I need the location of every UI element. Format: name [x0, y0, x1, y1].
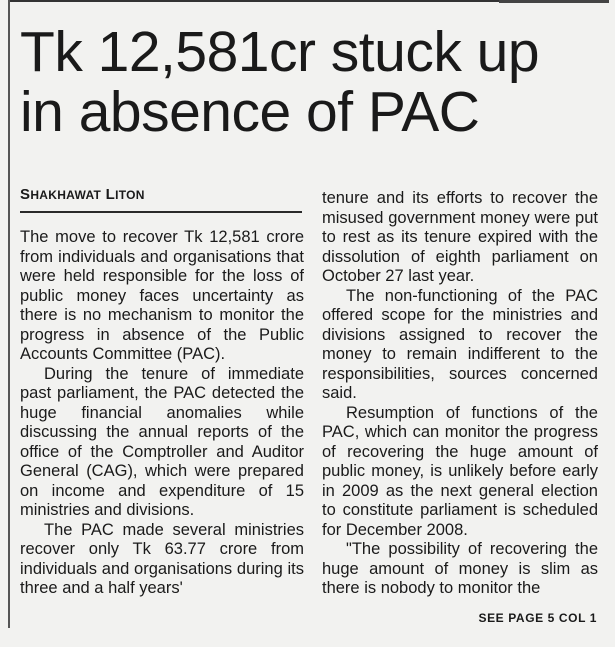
headline-line-1: Tk 12,581cr stuck up: [20, 20, 540, 84]
top-right-rule: [499, 0, 609, 3]
byline-first-initial: S: [20, 186, 31, 203]
paragraph-lead: The move to recover Tk 12,581 crore from individuals and organisations that were held responsible for the loss of public money faces uncertainty as there is no mechanism to monitor the progress in absence of the Public Accounts Committee (PAC).: [20, 228, 304, 363]
paragraph: Resumption of functions of the PAC, which can monitor the progress of recovering the huge amount of public money, is unlikely before early in 2009 as the next general election to constitute parliament is scheduled for December 2008.: [322, 403, 598, 539]
byline-first-rest: HAKHAWAT: [30, 188, 102, 202]
byline-last-initial: L: [105, 186, 116, 203]
article-column-left: [20, 228, 304, 599]
paragraph-continued: tenure and its efforts to recover the misused government money were put to rest as its tenure expired with the dissolution of eighth parliament on October 27 last year.: [322, 189, 598, 285]
headline-line-2: in absence of PAC: [20, 80, 480, 144]
paragraph: The non-functioning of the PAC offered scope for the ministries and divisions assigned to recover the money to remain indifferent to the responsibilities, sources concerned said.: [322, 286, 598, 402]
left-column-rule: [8, 0, 10, 628]
headline: [20, 22, 600, 142]
byline-underline: [20, 211, 302, 213]
byline-last-rest: ITON: [115, 188, 145, 202]
byline: [20, 186, 145, 203]
continuation-jump-line: SEE PAGE 5 COL 1: [478, 611, 597, 625]
article-column-right: [322, 189, 598, 599]
paragraph: During the tenure of immediate past parliament, the PAC detected the huge financial anomalies while discussing the annual reports of the office of the Comptroller and Auditor General (CAG), which were prepared on income and expenditure of 15 ministries and divisions.: [20, 364, 304, 519]
paragraph: The PAC made several ministries recover only Tk 63.77 crore from individuals and organisations during its three and a half years': [20, 520, 304, 597]
paragraph-quote: "The possibility of recovering the huge amount of money is slim as there is nobody to monitor the: [322, 540, 598, 597]
